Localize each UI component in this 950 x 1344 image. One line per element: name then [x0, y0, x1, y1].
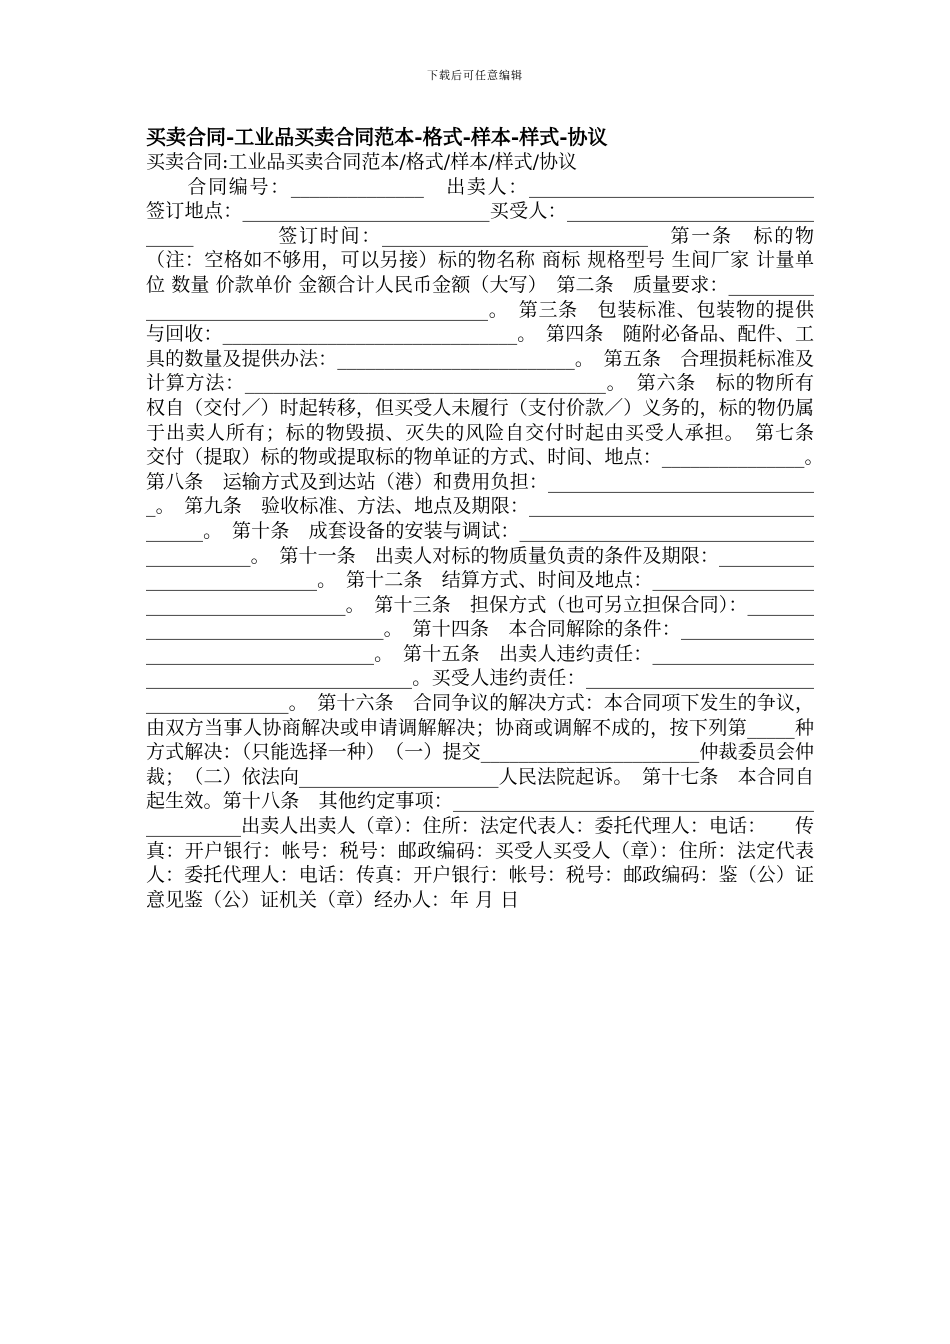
page-header: 下载后可任意编辑 — [427, 69, 523, 82]
contract-body: 买卖合同:工业品买卖合同范本/格式/样本/样式/协议 合同编号：______________ 出卖人：______________________________ 签订地点：__________________________买受人：_______________________________ 签订时间：____________________________ 第一条 标的物（注：空格如不够用，可以另接）标的物名称 商标 规格型号 生间厂家 计量单位 数量 价款单价 金额合计人民币金额（大写） 第二条 质量要求：_____________________________________________。 第三条 包装标准、包装物的提供与回收：_______________________________。 第四条 随附必备品、配件、工具的数量及提供办法：_________________________。 第五条 合理损耗标准及计算方法：______________________________________。 第六条 标的物所有权自（交付／）时起转移，但买受人未履行（支付价款／）义务的，标的物仍属于出卖人所有；标的物毁损、灭失的风险自交付时起由买受人承担。 第七条 交付（提取）标的物或提取标的物单证的方式、时间、地点：_______________。 第八条 运输方式及到达站（港）和费用负担：_____________________________。 第九条 验收标准、方法、地点及期限：____________________________________。 第十条 成套设备的安装与调试：__________________________________________。 第十一条 出卖人对标的物质量负责的条件及期限：____________________________。 第十二条 结算方式、时间及地点：______________________________________。 第十三条 担保方式（也可另立担保合同）：________________________________。 第十四条 本合同解除的条件：______________________________________。 第十五条 出卖人违约责任：_____________________________________________。买受人违约责任：_______________________________________。 第十六条 合同争议的解决方式：本合同项下发生的争议，由双方当事人协商解决或申请调解解决；协商或调解不成的，按下列第_____种方式解决：（只能选择一种） （一）提交_______________________仲裁委员会仲裁； （二）依法向_____________________人民法院起诉。 第十七条 本合同自起生效。第十八条 其他约定事项：________________________________________________出卖人出卖人（章）：住所：法定代表人：委托代理人：电话： 传真：开户银行：帐号：税号：邮政编码：买受人买受人（章）：住所：法定代表人：委托代理人：电话：传真：开户银行：帐号：税号：邮政编码：鉴（公）证意见鉴（公）证机关（章）经办人：年 月 日 — [146, 151, 814, 911]
document-title: 买卖合同-工业品买卖合同范本-格式-样本-样式-协议 — [146, 125, 608, 149]
